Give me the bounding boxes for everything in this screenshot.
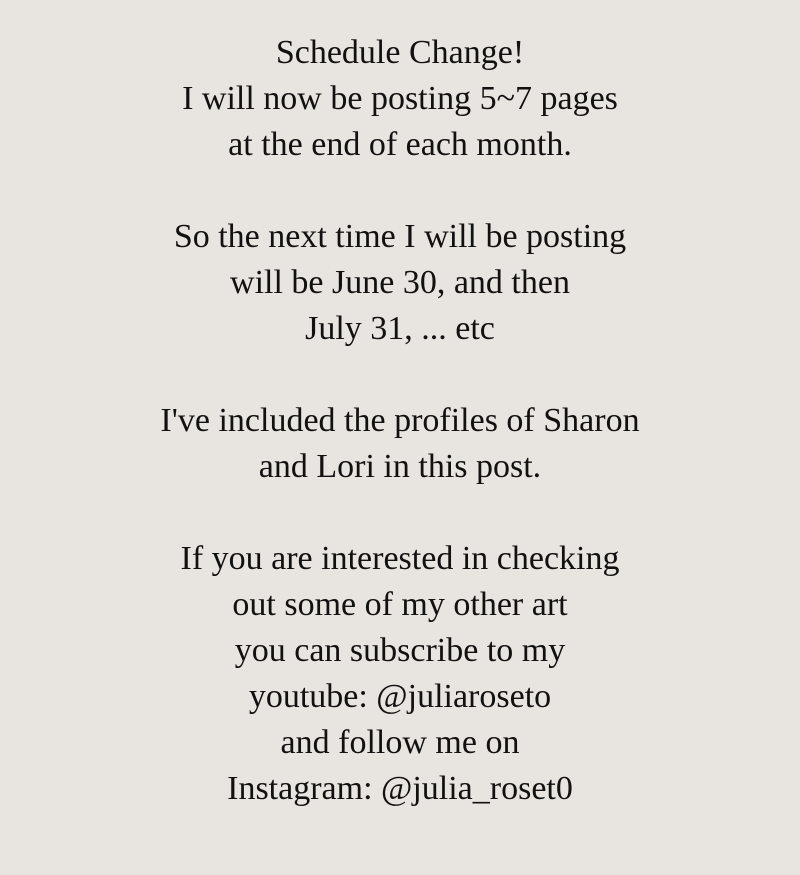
text-line: I will now be posting 5~7 pages bbox=[182, 80, 618, 117]
text-line: So the next time I will be posting bbox=[173, 218, 627, 255]
next-dates-paragraph bbox=[0, 214, 800, 352]
paragraph-spacer bbox=[0, 168, 800, 214]
paragraph-spacer bbox=[0, 490, 800, 536]
text-line: July 31, ... etc bbox=[305, 310, 495, 347]
text-line: I've included the profiles of Sharon bbox=[160, 402, 640, 439]
schedule-change-heading: Schedule Change! bbox=[275, 34, 525, 71]
social-links-paragraph bbox=[0, 536, 800, 812]
profiles-paragraph bbox=[0, 398, 800, 490]
text-line: you can subscribe to my bbox=[234, 632, 566, 669]
instagram-handle: Instagram: @julia_roset0 bbox=[227, 770, 573, 807]
text-line: out some of my other art bbox=[232, 586, 568, 623]
paragraph-spacer bbox=[0, 352, 800, 398]
youtube-handle: youtube: @juliaroseto bbox=[248, 678, 552, 715]
text-line: If you are interested in checking bbox=[180, 540, 620, 577]
text-line: and follow me on bbox=[280, 724, 520, 761]
text-line: at the end of each month. bbox=[228, 126, 572, 163]
text-line: and Lori in this post. bbox=[258, 448, 542, 485]
text-line: will be June 30, and then bbox=[230, 264, 570, 301]
schedule-change-paragraph bbox=[0, 30, 800, 168]
